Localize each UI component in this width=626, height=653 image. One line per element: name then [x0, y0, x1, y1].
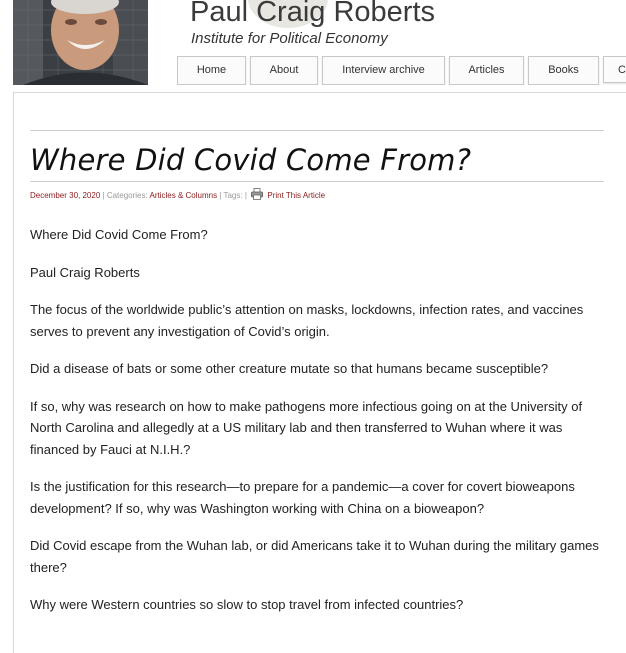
article-paragraph: Why were Western countries so slow to stop travel from infected countries?	[30, 597, 464, 612]
divider	[30, 130, 604, 131]
article-paragraph: Is the justification for this research—to prepare for a pandemic—a cover for covert bioweapons development? If so, why was Washington working with China on a bioweapon?	[30, 479, 575, 516]
article-paragraph: If so, why was research on how to make pathogens more infectious going on at the University of North Carolina and allegedly at a US military lab and then transferred to Wuhan where it was financed by Fauci at N.I.H.?	[30, 398, 583, 457]
site-header	[0, 0, 626, 92]
nav-home[interactable]: Home	[177, 56, 246, 85]
tags-label: Tags:	[223, 191, 243, 200]
article-paragraph: Where Did Covid Come From?	[30, 227, 208, 242]
post-meta	[30, 188, 325, 204]
meta-separator: |	[244, 191, 247, 200]
nav-articles[interactable]: Articles	[449, 56, 524, 85]
category-link[interactable]: Articles & Columns	[149, 191, 218, 200]
nav-about[interactable]: About	[250, 56, 318, 85]
article-paragraph: The focus of the worldwide public’s attention on masks, lockdowns, infection rates, and vaccines serves to prevent any investigation of Covid’s origin.	[30, 302, 584, 339]
print-article-link[interactable]: Print This Article	[267, 191, 326, 200]
main-nav	[177, 56, 626, 85]
nav-interview-archive[interactable]: Interview archive	[322, 56, 445, 85]
post-date[interactable]: December 30, 2020	[30, 191, 101, 200]
article-paragraph: Paul Craig Roberts	[30, 264, 140, 280]
meta-separator: |	[219, 191, 222, 200]
categories-label: Categories:	[106, 191, 148, 200]
meta-separator: |	[102, 191, 105, 200]
author-photo	[13, 0, 148, 85]
nav-books[interactable]: Books	[528, 56, 599, 85]
article-paragraph: Did a disease of bats or some other creature mutate so that humans became susceptible?	[30, 361, 549, 376]
article-body	[30, 224, 604, 632]
post-title: Where Did Covid Come From?	[30, 143, 472, 177]
article-paragraph: Did Covid escape from the Wuhan lab, or did Americans take it to Wuhan during the military games there?	[30, 538, 599, 575]
site-subtitle: Institute for Political Economy	[191, 30, 388, 47]
divider	[30, 181, 604, 182]
site-title[interactable]: Paul Craig Roberts	[190, 0, 435, 28]
nav-more[interactable]: C	[603, 56, 626, 83]
printer-icon[interactable]	[251, 188, 263, 200]
